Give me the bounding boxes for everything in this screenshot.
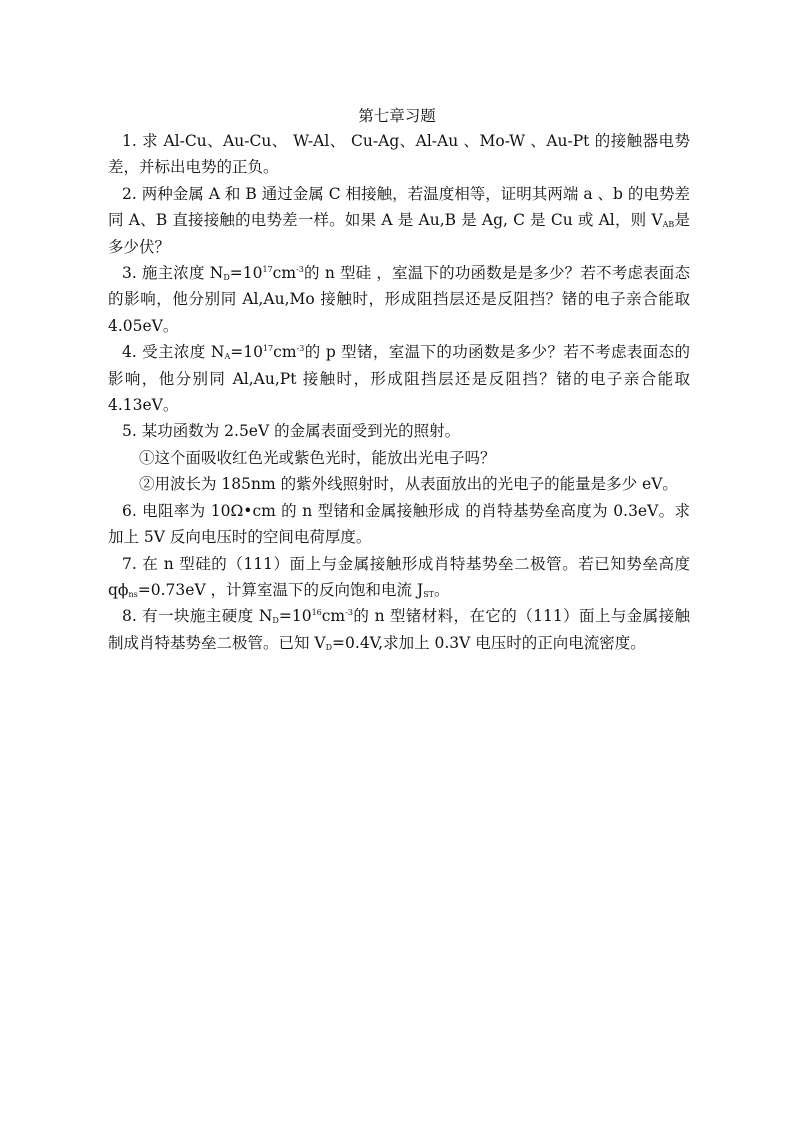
- question-list: [108, 128, 690, 656]
- subscript: D: [223, 273, 230, 283]
- question-4: [108, 339, 690, 418]
- formula-part: cm: [273, 343, 297, 362]
- superscript: 17: [262, 344, 274, 354]
- question-text: 某功函数为 2.5eV 的金属表面受到光的照射。: [136, 422, 461, 441]
- question-text: 施主浓度 N: [136, 264, 224, 283]
- question-number: 8.: [122, 607, 137, 626]
- subscript: ST: [423, 589, 435, 599]
- question-text-tail: 的 n 型硅 ，室温下的功函数是是多少？若不考虑表面态的影响，他分别同 Al,Au,Mo 接触时，形成阻挡层还是反阻挡？锗的电子亲合能取 4.05eV。: [108, 264, 690, 335]
- formula-part: =10: [229, 264, 263, 283]
- formula-part: cm: [272, 264, 297, 283]
- subscript: A: [224, 352, 231, 362]
- question-number: 1.: [122, 132, 137, 150]
- question-number: 4.: [122, 343, 137, 362]
- superscript: -3: [296, 344, 305, 354]
- question-text-tail: 的 p 型锗，室温下的功函数是多少？若不考虑表面态的影响，他分别同 Al,Au,Pt 接触时，形成阻挡层还是反阻挡？锗的电子亲合能取 4.13eV。: [108, 343, 690, 415]
- question-5-part-2: ②用波长为 185nm 的紫外线照射时，从表面放出的光电子的能量是多少 eV。: [139, 475, 678, 494]
- question-text: 受主浓度 N: [136, 343, 225, 362]
- question-text: 两种金属 A 和 B 通过金属 C 相接触，若温度相等，证明其两端 a 、b 的电势差同 A、B 直接接触的电势差一样。如果 A 是 Au,B 是 Ag, C 是 Cu 或 Al，则 V: [108, 184, 690, 230]
- superscript: -3: [296, 265, 304, 275]
- question-text: 求 Al-Cu、Au-Cu、 W-Al、 Cu-Ag、Al-Au 、Mo-W 、Au-Pt 的接触器电势差，并标出电势的正负。: [108, 132, 690, 177]
- question-5-part-1: ①这个面吸收红色光或紫色光时，能放出光电子吗？: [139, 448, 496, 467]
- question-number: 3.: [122, 264, 137, 283]
- subscript: ns: [128, 589, 138, 599]
- question-text-tail: 。: [434, 580, 450, 599]
- formula-part: cm: [321, 607, 346, 626]
- question-3: [108, 260, 690, 339]
- document-title: 第七章习题: [358, 107, 436, 125]
- superscript: 17: [262, 265, 273, 275]
- question-number: 7.: [122, 554, 137, 573]
- question-5: [108, 418, 690, 444]
- formula-part: =0.73eV ，计算室温下的反向饱和电流 J: [137, 580, 424, 599]
- question-6: [108, 498, 690, 551]
- question-2: [108, 181, 690, 260]
- question-text: 在 n 型硅的（111）面上与金属接触形成肖特基势垒二极管。若已知势垒高度 qϕ: [108, 554, 690, 599]
- formula-part: =10: [230, 343, 263, 362]
- question-8: [108, 603, 690, 656]
- question-1: [108, 128, 690, 181]
- question-number: 2.: [122, 184, 137, 203]
- question-text: 电阻率为 10Ω•cm 的 n 型锗和金属接触形成 的肖特基势垒高度为 0.3eV。求加上 5V 反向电压时的空间电荷厚度。: [108, 501, 690, 547]
- subscript: D: [325, 642, 333, 652]
- superscript: 16: [311, 608, 322, 618]
- question-text: 的 n 型锗材料，在它的（111）面上与金属接触制成肖特基势垒二极管。已知 V: [108, 607, 690, 652]
- question-text-tail: =0.4V,求加上 0.3V 电压时的正向电流密度。: [332, 633, 646, 652]
- formula-part: =10: [278, 607, 312, 626]
- subscript: AB: [662, 220, 675, 230]
- question-number: 5.: [122, 422, 137, 441]
- question-text: 有一块施主硬度 N: [136, 607, 273, 626]
- question-7: [108, 551, 690, 604]
- subscript: D: [272, 616, 279, 626]
- question-number: 6.: [122, 501, 137, 520]
- question-text-tail: 是多少伏？: [108, 211, 690, 256]
- superscript: -3: [345, 608, 353, 618]
